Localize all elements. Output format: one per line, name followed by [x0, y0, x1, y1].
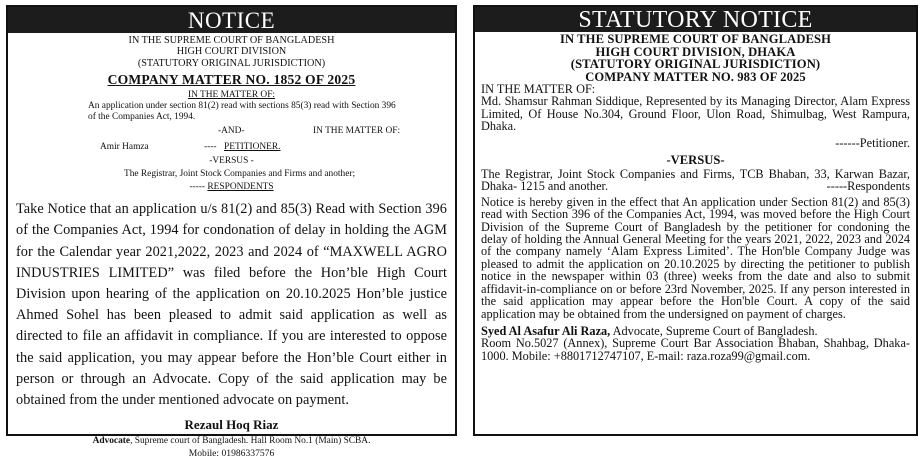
mobile-number: Mobile: 01986337576 [188, 448, 275, 459]
notice-left [6, 5, 457, 459]
notice-body: Notice is hereby given in the effect that An application under Section 81(2) and 85(3) read with Section 396 of the Companies Act, 1994, was moved before the High Court Division of the Supreme Court of Bangladesh by the petitioner for condoning the delay of holding the Annual General Meeting for the years 2021, 2022, 2023 and 2024 of the company namely ‘Alam Express Limited’. The Hon'ble Company Judge was pleased to admit the application on 20.10.2025 by directing the petitioner to publish notice in the newspaper within 03 (three) weeks from the date and also to submit affidavit-in-compliance on or before 23rd November, 2025. If any person interested in the said application may appear before the Hon'ble Court. A copy of the said application may be obtained from the undersigned on payment of charges. [481, 194, 910, 321]
application-line-1: An application under section 81(2) read with sections 85(3) read with Section 396 [88, 101, 396, 112]
company-matter-number: COMPANY MATTER NO. 1852 OF 2025 [107, 72, 356, 88]
notice-right [473, 5, 918, 436]
advocate-address: Room No.5027 (Annex), Supreme Court Bar Association Bhaban, Shahbag, Dhaka-1000. Mobile: +8801712747107, E-mail: raza.roza99@gmail.com. [481, 336, 910, 363]
and-label: -AND- [218, 126, 245, 137]
signatory-name: Rezaul Hoq Riaz [184, 417, 279, 433]
company-matter-number: COMPANY MATTER NO. 983 OF 2025 [585, 69, 806, 84]
respondent-row [8, 182, 455, 193]
advocate-label: Advocate [92, 436, 131, 447]
court-line-1: IN THE SUPREME COURT OF BANGLADESH [559, 32, 832, 46]
petitioner-text: Md. Shamsur Rahman Siddique, Represented by its Managing Director, Alam Express Limited, Of House No.304, Ground Floor, Ulon Road, Shimulbag, West Rampura, Dhaka. [481, 94, 910, 134]
respondent-text: The Registrar, Joint Stock Companies and Firms, TCB Bhaban, 33, Karwan Bazar, Dhaka- 1215 and another. [481, 167, 910, 194]
signatory-name: Syed Al Asafur Ali Raza, [481, 323, 611, 338]
petitioner-name: Amir Hamza [100, 142, 149, 153]
court-line-1: IN THE SUPREME COURT OF BANGLADESH [128, 35, 335, 46]
petitioner-row [8, 142, 455, 155]
notice-body: Take Notice that an application u/s 81(2) and 85(3) Read with Section 396 of the Companies Act, 1994 for condonation of delay in holding the AGM for the Calendar year 2021,2022, 2023 and 2024 of “MAXWELL AGRO INDUSTRIES LIMITED” was filed before the Hon’ble High Court Division upon hearing of the application on 20.10.2025 Hon’ble justice Ahmed Sohel has been pleased to admit said application as well as directed to file an affidavit in compliance. If you are interested to oppose the said application, you may appear before the Hon’ble Court either in person or through an Advocate. Copy of the said application may be obtained from the under mentioned advocate on payment. [16, 201, 447, 409]
application-line-2: of the Companies Act, 1994. [88, 112, 196, 123]
signatory-role: Advocate, Supreme Court of Bangladesh. [610, 323, 818, 338]
petitioner-label: ------Petitioner. [835, 135, 910, 150]
versus-label: -VERSUS- [666, 153, 725, 168]
court-line-2: HIGH COURT DIVISION [176, 46, 287, 58]
respondent-dashes: ----- [189, 182, 206, 193]
advocate-address [8, 436, 455, 446]
notice-title: STATUTORY NOTICE [475, 7, 916, 32]
in-the-matter-2-label: IN THE MATTER OF: [313, 126, 401, 137]
petitioner-dashes: ---- [204, 142, 217, 153]
and-row [8, 126, 455, 139]
court-heading [8, 35, 455, 69]
address-text: , Supreme court of Bangladesh. Hall Room No.1 (Main) SCBA. [130, 436, 371, 447]
versus-label: -VERSUS - [209, 156, 254, 167]
in-the-matter-label: IN THE MATTER OF: [187, 90, 276, 101]
respondent-label: RESPONDENTS [207, 182, 274, 193]
court-line-3: (STATUTORY ORIGINAL JURISDICTION) [137, 57, 326, 69]
in-the-matter-label: IN THE MATTER OF: [481, 82, 596, 96]
petitioner-label: PETITIONER. [224, 142, 281, 153]
respondent-name: The Registrar, Joint Stock Companies and Firms and another; [124, 169, 356, 180]
court-heading [475, 33, 916, 83]
notice-title: NOTICE [8, 7, 455, 33]
respondent-label: -----Respondents [826, 179, 910, 194]
court-line-3: (STATUTORY ORIGINAL JURISDICTION) [570, 57, 821, 71]
court-line-2: HIGH COURT DIVISION, DHAKA [595, 44, 796, 59]
